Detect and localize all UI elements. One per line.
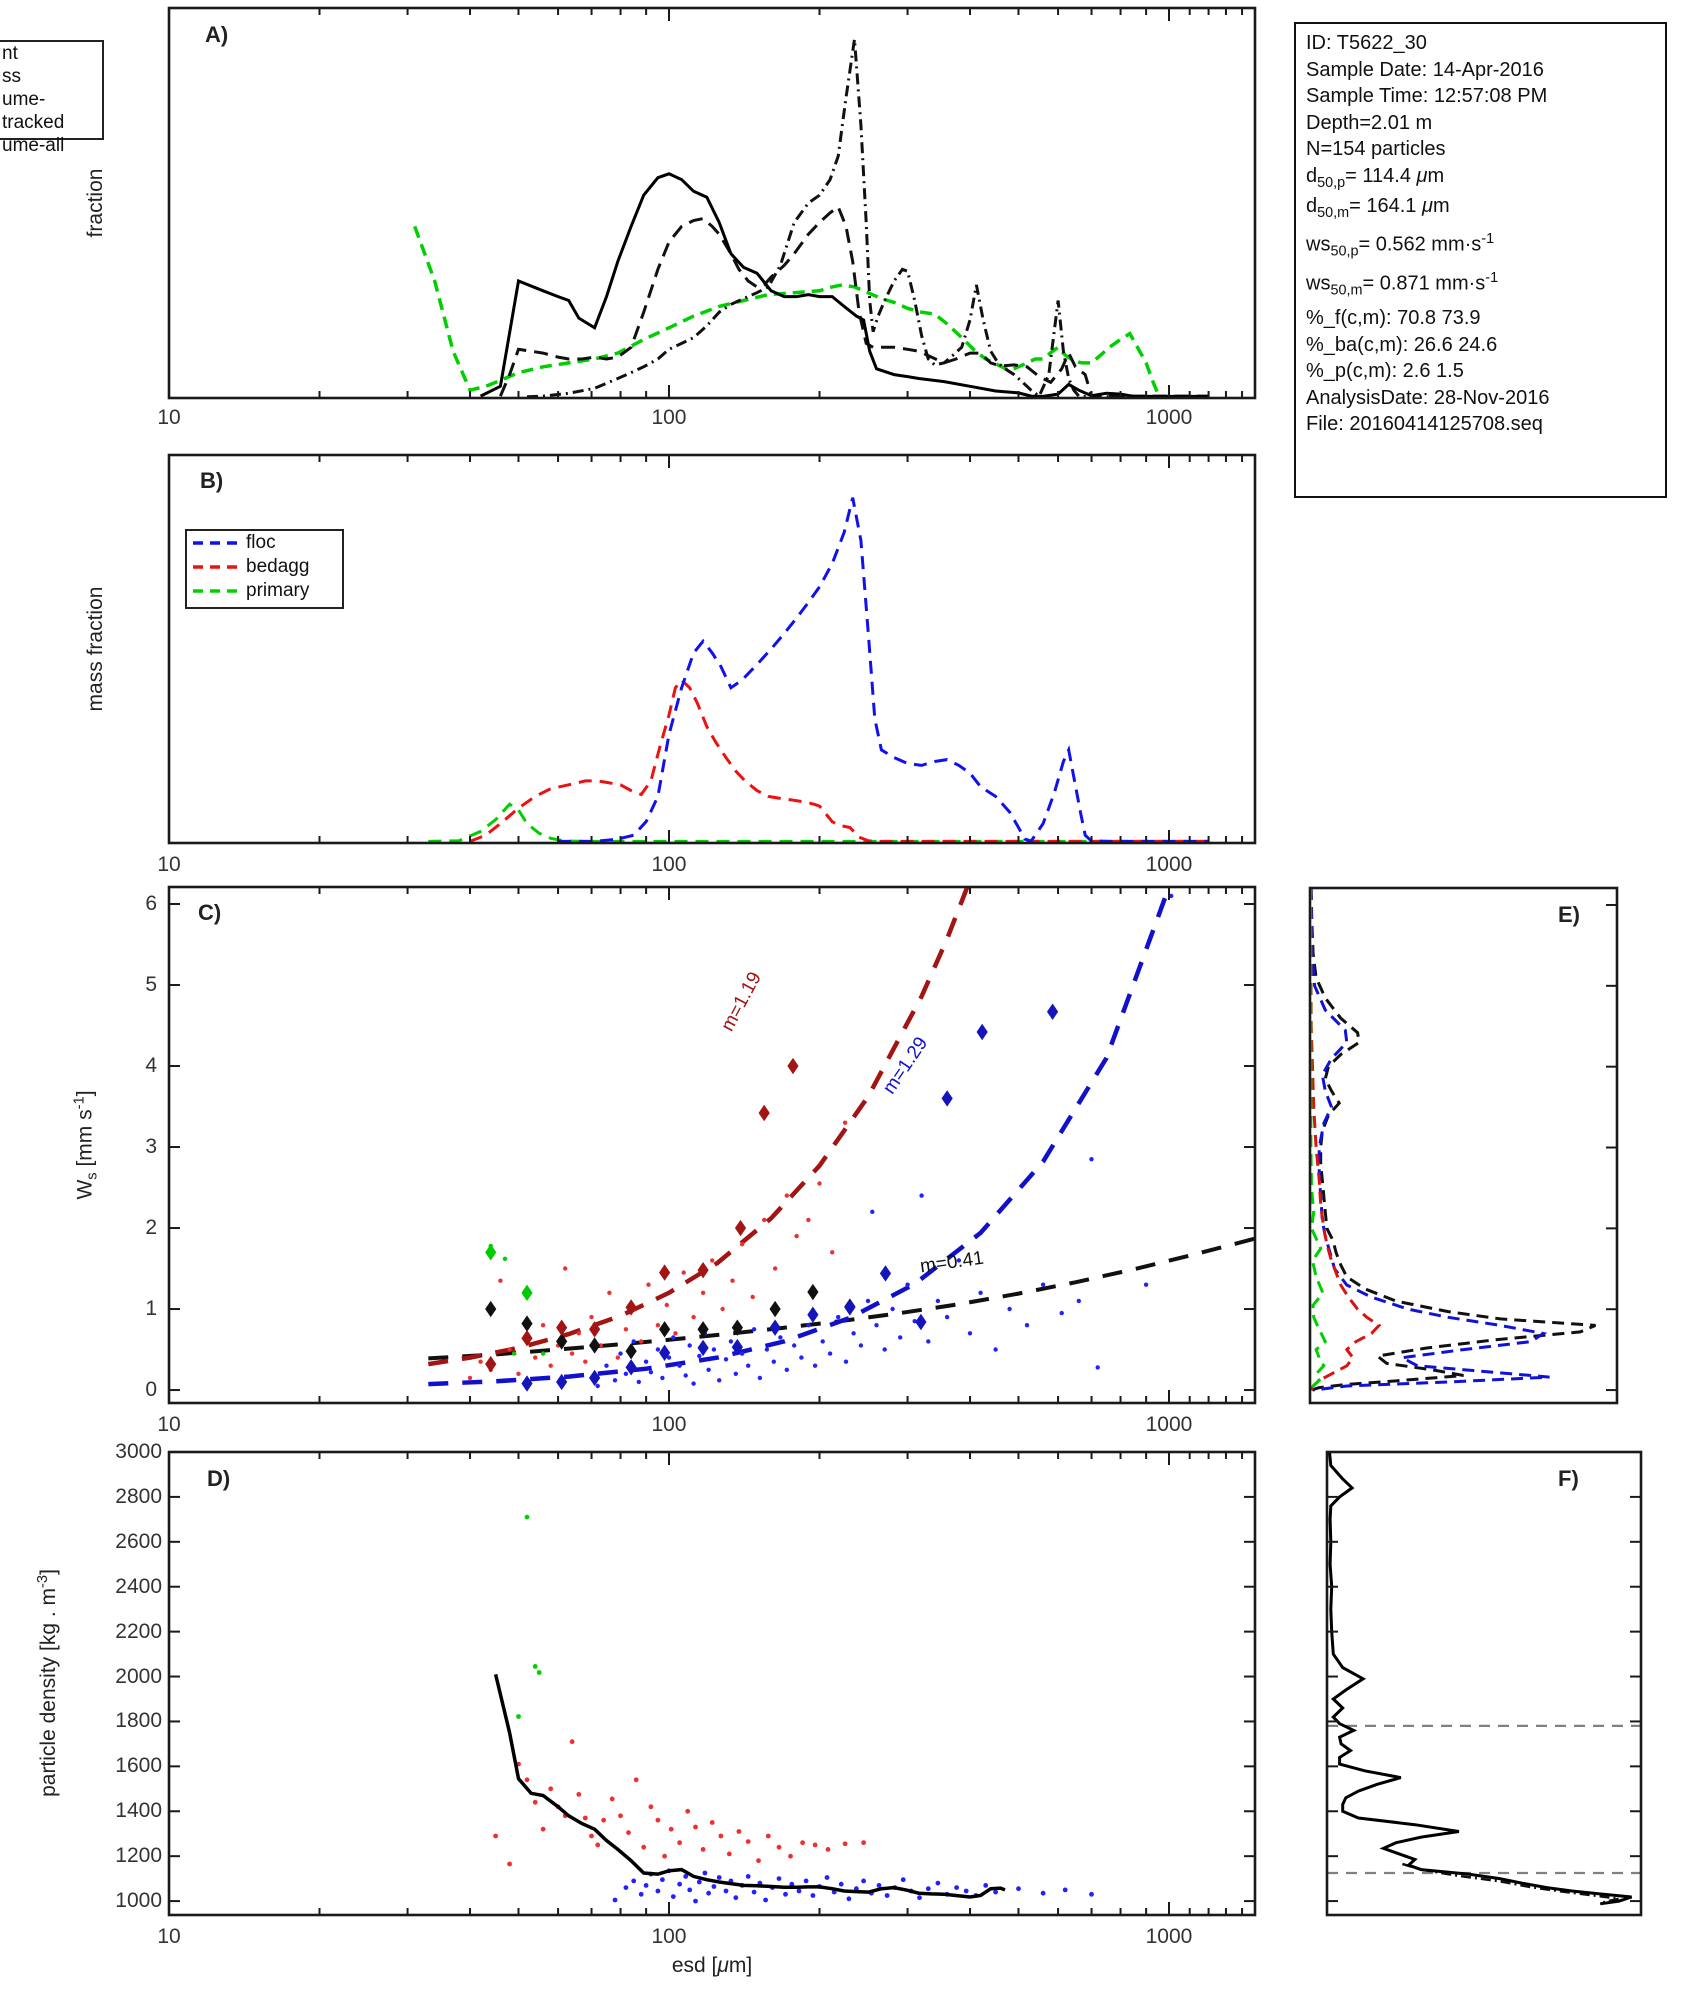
series-ws-dist-primary xyxy=(1311,888,1326,1390)
panel-C-ytick-label: 2 xyxy=(145,1216,157,1240)
annotation-esd-m-: esd [μm] xyxy=(671,1954,753,1977)
panel-B-ticks xyxy=(169,455,1242,843)
panel-C-xtick-label: 100 xyxy=(651,1413,687,1436)
panel-D-frame xyxy=(169,1452,1255,1915)
legend-item-ume-all: ume-all xyxy=(2,135,65,156)
legend-item-bedagg xyxy=(187,555,342,579)
panel-B-frame xyxy=(169,455,1255,843)
panel-C-xtick-label: 1000 xyxy=(1145,1413,1193,1436)
panel-C-ytick-label: 1 xyxy=(145,1297,157,1321)
series-primary-dots xyxy=(489,1244,546,1356)
series-fit-m-1.19 xyxy=(428,887,967,1364)
series-median-density-line xyxy=(496,1674,1005,1897)
panel-D-ytick-label: 2800 xyxy=(115,1484,162,1508)
panel-C-ytick-label: 3 xyxy=(145,1135,157,1159)
series-ws-dist-floc xyxy=(1311,888,1550,1390)
panel-C-ytick-label: 0 xyxy=(145,1378,157,1402)
panel-D-ticks xyxy=(169,1452,1255,1915)
annotation-c-: C) xyxy=(198,900,222,925)
panel-F-frame xyxy=(1327,1452,1641,1915)
info-line: Depth=2.01 m xyxy=(1306,111,1433,134)
panel-A-frame xyxy=(169,8,1255,398)
panel-D-xtick-label: 10 xyxy=(157,1925,181,1948)
panel-C-ytick-label: 5 xyxy=(145,973,157,997)
info-line: $d_{50,p}= 114.4$ μm xyxy=(1306,164,1445,191)
sample-info-box xyxy=(1294,22,1667,498)
info-line: ID: T5622_30 xyxy=(1306,32,1427,54)
panel-D-xtick-label: 100 xyxy=(651,1925,687,1948)
annotation-particle-density-kg-.-m-3-: particle density [kg . $m^{-3}$] xyxy=(35,1569,60,1797)
legend-label: floc xyxy=(246,532,276,553)
bedagg-dash-swatch-icon xyxy=(193,563,241,571)
panel-D-ytick-label: 2000 xyxy=(115,1664,162,1688)
info-line: $ws_{50,m}= 0.871$ $mm\cdot s^{-1}$ xyxy=(1306,270,1499,299)
panel-E-series xyxy=(1311,888,1596,1390)
panel-C-series xyxy=(428,887,1255,1392)
legend-item-nt: nt xyxy=(2,43,18,64)
panel-C-ytick-label: 6 xyxy=(145,892,157,915)
series-mass xyxy=(500,207,1208,396)
panel-C-xtick-label: 10 xyxy=(157,1413,181,1436)
primary-dash-swatch-icon xyxy=(193,587,241,595)
series-fit-m-1.29 xyxy=(428,887,1169,1384)
panel-B-xtick-label: 100 xyxy=(651,853,687,876)
series-floc-density-dots xyxy=(613,1868,1094,1903)
series-primary-density-dots xyxy=(516,1515,542,1719)
panel-A-series xyxy=(415,39,1209,397)
series-fit-m-0.41 xyxy=(428,1239,1255,1359)
panel-E-frame xyxy=(1310,888,1617,1403)
info-line: $ws_{50,p}= 0.562$ $mm\cdot s^{-1}$ xyxy=(1306,231,1495,260)
panel-A-xtick-label: 100 xyxy=(651,406,687,429)
annotation-a-: A) xyxy=(205,22,229,47)
panel-D-series xyxy=(493,1515,1094,1904)
panel-C-ytick-label: 4 xyxy=(145,1054,157,1078)
series-median-diamonds-floc xyxy=(521,1004,1058,1392)
panel-F-series xyxy=(1327,1452,1641,1904)
panel-A-xtick-label: 10 xyxy=(157,406,181,429)
series-floc xyxy=(558,498,1209,842)
legend-item-ss: ss xyxy=(2,66,21,87)
panel-a-legend-clipped xyxy=(0,40,104,156)
panel-D-ytick-label: 2400 xyxy=(115,1574,162,1598)
annotation-m=1.29: m=1.29 xyxy=(879,1033,933,1099)
annotation-d-: D) xyxy=(207,1466,231,1491)
legend-item-primary xyxy=(187,579,342,603)
series-bedagg-density-dots xyxy=(493,1739,866,1866)
panel-A-ticks xyxy=(169,8,1242,398)
panel-D-ytick-label: 1200 xyxy=(115,1844,162,1868)
series-median-diamonds-bedagg xyxy=(485,1058,798,1372)
series-density-dist xyxy=(1330,1452,1632,1904)
info-line: N=154 particles xyxy=(1306,138,1446,161)
annotation-mass-fraction: mass fraction xyxy=(84,586,107,712)
series-median-diamonds-all xyxy=(485,1284,855,1360)
series-median-diamonds-primary xyxy=(485,1244,532,1301)
legend-label: primary xyxy=(246,580,310,601)
legend-item-ume-tracked: ume-tracked xyxy=(2,89,65,133)
panel-D-ytick-label: 1600 xyxy=(115,1754,162,1778)
info-line: %_f(c,m): 70.8 73.9 xyxy=(1306,306,1481,329)
annotation-ws-mm-s-1-: $W_s$ [mm $s^{-1}$] xyxy=(71,1090,101,1200)
panel-A-xtick-label: 1000 xyxy=(1145,406,1193,429)
info-line: Sample Date: 14-Apr-2016 xyxy=(1306,58,1544,81)
panel-D-ytick-label: 2200 xyxy=(115,1619,162,1643)
panel-F-ticks xyxy=(1327,1452,1641,1901)
info-line: File: 20160414125708.seq xyxy=(1306,413,1543,436)
legend-item-floc xyxy=(187,531,342,555)
panel-B-series xyxy=(428,498,1208,842)
annotation-m=1.19: m=1.19 xyxy=(717,968,766,1035)
series-primary xyxy=(428,804,1208,841)
series-ws-dist-all xyxy=(1311,888,1595,1390)
annotation-f-: F) xyxy=(1558,1466,1579,1491)
panel-E-ticks xyxy=(1606,905,1617,1390)
info-line: %_p(c,m): 2.6 1.5 xyxy=(1306,360,1464,383)
legend-label: bedagg xyxy=(246,556,310,577)
annotation-m=0.41: m=0.41 xyxy=(918,1247,986,1278)
panel-D-xtick-label: 1000 xyxy=(1145,1925,1193,1948)
annotation-fraction: fraction xyxy=(84,168,107,238)
floc-dash-swatch-icon xyxy=(193,539,241,547)
series-volume-all xyxy=(415,226,1209,396)
panel-D-ytick-label: 1800 xyxy=(115,1709,162,1733)
panel-C-frame xyxy=(169,887,1255,1403)
info-line: %_ba(c,m): 26.6 24.6 xyxy=(1306,333,1498,356)
annotation-b-: B) xyxy=(200,468,224,493)
panel-D-ytick-label: 1400 xyxy=(115,1799,162,1823)
info-line: Sample Time: 12:57:08 PM xyxy=(1306,85,1548,108)
panel-B-xtick-label: 10 xyxy=(157,853,181,876)
panel-D-ytick-label: 3000 xyxy=(115,1440,162,1463)
info-line: AnalysisDate: 28-Nov-2016 xyxy=(1306,386,1550,409)
panel-D-ytick-label: 1000 xyxy=(115,1889,162,1913)
panel-b-legend xyxy=(185,529,344,609)
panel-C-ticks xyxy=(169,887,1255,1403)
series-bedagg xyxy=(470,680,1209,841)
series-count xyxy=(481,174,1209,397)
annotation-e-: E) xyxy=(1558,902,1580,927)
info-line: $d_{50,m}= 164.1$ μm xyxy=(1306,195,1450,222)
panel-B-xtick-label: 1000 xyxy=(1145,853,1193,876)
panel-D-ytick-label: 2600 xyxy=(115,1529,162,1553)
